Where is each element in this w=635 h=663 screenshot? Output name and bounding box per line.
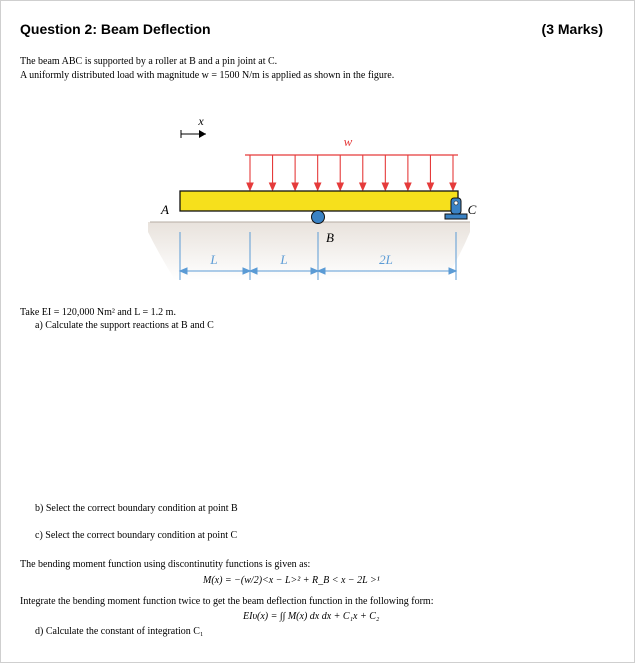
load-arrow-head	[270, 183, 276, 190]
span-1-label: L	[210, 252, 218, 267]
beam-figure	[0, 0, 635, 300]
moment-intro: The bending moment function using discontinutity functions is given as:	[20, 559, 311, 570]
load-arrow-head	[405, 183, 411, 190]
question-d: d) Calculate the constant of integration C₁	[35, 626, 204, 637]
question-c: c) Select the correct boundary condition at point C	[35, 530, 238, 541]
question-b: b) Select the correct boundary condition at point B	[35, 503, 238, 514]
marks-label: (3 Marks)	[541, 21, 603, 37]
load-arrow-head	[315, 183, 321, 190]
point-b-label: B	[326, 230, 334, 245]
load-arrow-head	[247, 183, 253, 190]
span-3-label: 2L	[379, 252, 393, 267]
load-arrows	[247, 155, 456, 190]
intro-line-2: A uniformly distributed load with magnitude w = 1500 N/m is applied as shown in the figure.	[20, 70, 395, 81]
deflection-equation: EIυ(x) = ∫∫ M(x) dx dx + C₁x + C₂	[243, 611, 380, 622]
load-arrow-head	[360, 183, 366, 190]
roller-support-b	[312, 211, 325, 224]
load-arrow-head	[382, 183, 388, 190]
load-arrow-head	[450, 183, 456, 190]
x-direction-arrow	[181, 130, 206, 138]
given-values: Take EI = 120,000 Nm² and L = 1.2 m.	[20, 307, 176, 318]
integrate-instruction: Integrate the bending moment function twice to get the beam deflection function in the following form:	[20, 596, 434, 607]
distributed-load	[245, 155, 458, 190]
load-arrow-head	[292, 183, 298, 190]
beam	[180, 191, 458, 211]
question-title: Question 2: Beam Deflection	[20, 21, 211, 37]
intro-line-1: The beam ABC is supported by a roller at B and a pin joint at C.	[20, 56, 278, 67]
load-arrow-head	[337, 183, 343, 190]
moment-equation: M(x) = −(w/2)<x − L>² + R_B < x − 2L >¹	[203, 575, 380, 586]
question-a: a) Calculate the support reactions at B and C	[35, 320, 214, 331]
span-2-label: L	[280, 252, 288, 267]
x-axis-label: x	[198, 114, 204, 128]
load-arrow-head	[427, 183, 433, 190]
point-c-label: C	[467, 202, 477, 217]
load-label: w	[343, 134, 353, 149]
point-a-label: A	[161, 202, 169, 217]
